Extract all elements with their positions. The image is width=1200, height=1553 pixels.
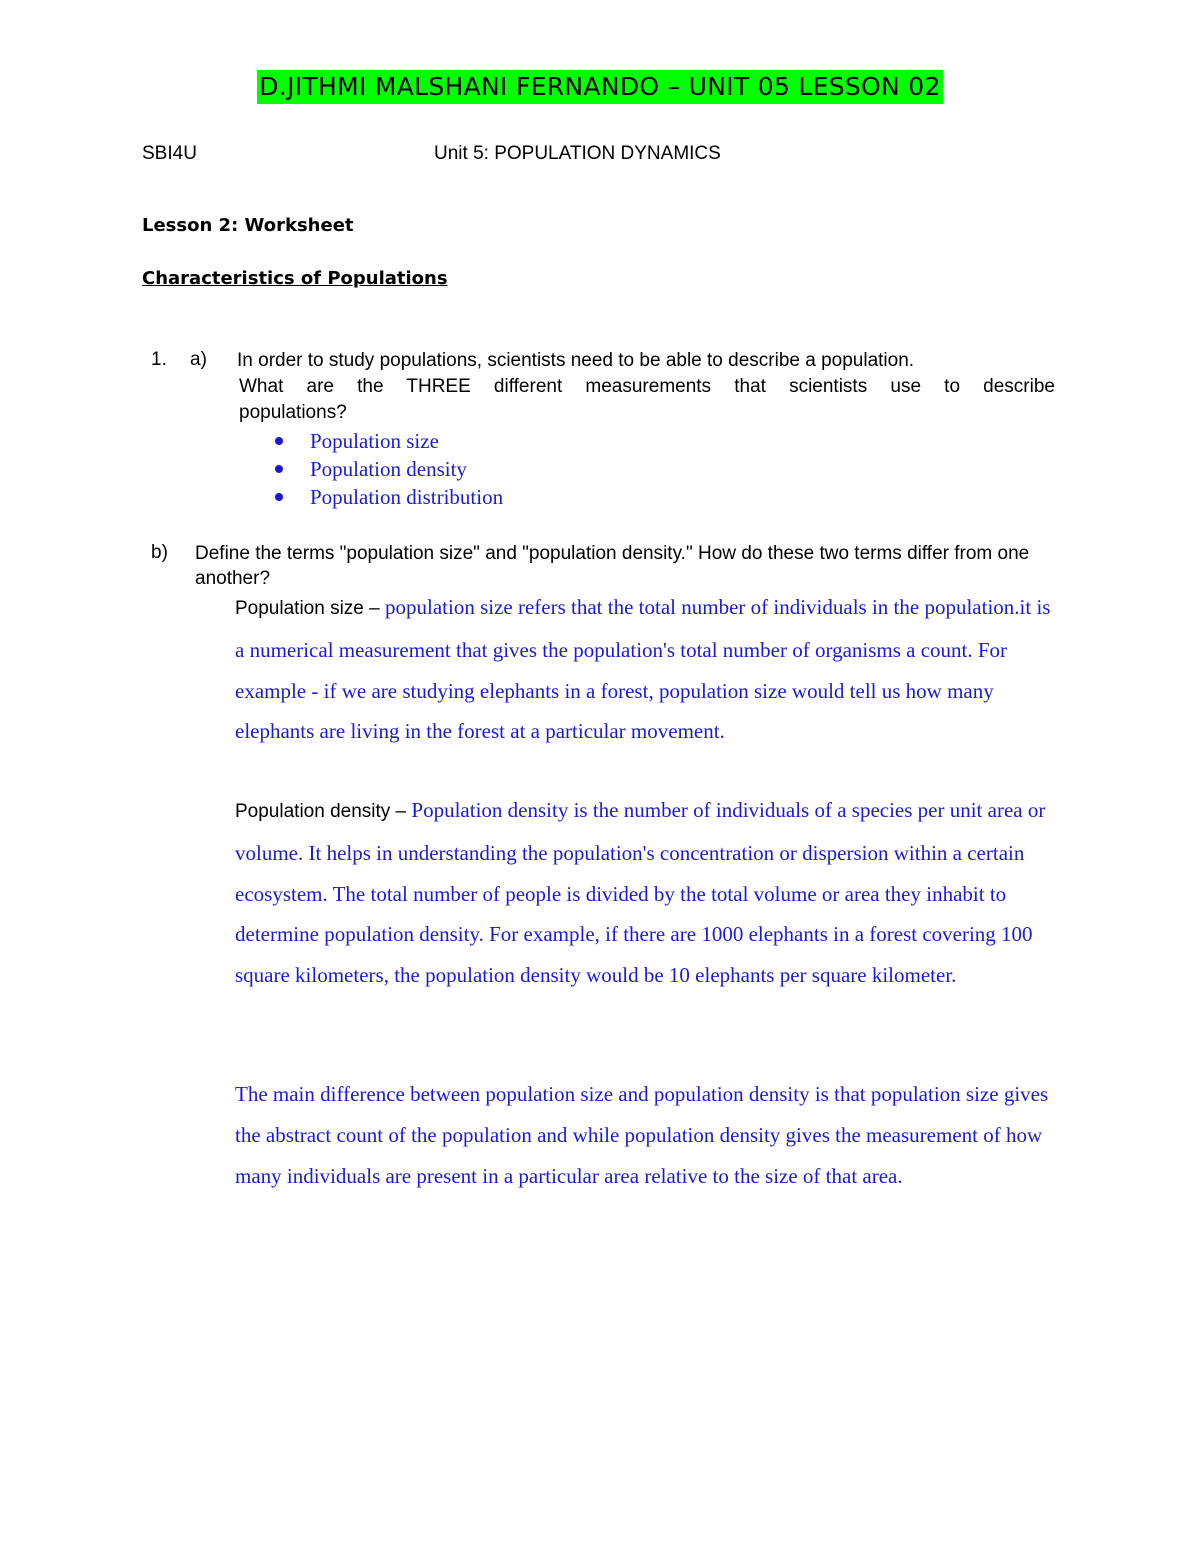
part-b-label: b) [151, 542, 168, 563]
population-density-label: Population density – [235, 801, 412, 822]
bullet-icon [275, 493, 283, 501]
part-a-line-1: In order to study populations, scientists need to be able to describe a population. [237, 350, 915, 371]
population-size-label: Population size – [235, 598, 385, 619]
list-item-text: Population size [310, 429, 439, 453]
list-item [272, 483, 503, 511]
part-a-line-3: populations? [239, 402, 347, 423]
bullet-icon [275, 465, 283, 473]
header [0, 70, 1200, 104]
part-a-question [237, 348, 1055, 426]
course-code: SBI4U [142, 143, 197, 164]
lesson-title: Lesson 2: Worksheet [142, 215, 354, 236]
page-title: D.JITHMI MALSHANI FERNANDO – UNIT 05 LESSON 02 [257, 70, 942, 104]
list-item [272, 427, 503, 455]
part-a-answer-list [272, 427, 503, 511]
list-item-text: Population density [310, 457, 467, 481]
bullet-icon [275, 437, 283, 445]
difference-answer: The main difference between population size and population density is that population size gives the abstract count of the population and while population density gives the measurement of how many individuals are present in a particular area relative to the size of that area. [235, 1082, 1049, 1188]
population-size-text: population size refers that the total number of individuals in the population.it is a numerical measurement that gives the population's total number of organisms a count. For example - if we are studying elephants in a forest, population size would tell us how many elephants are living in the forest at a particular movement. [235, 595, 1051, 744]
part-b-question: Define the terms "population size" and "population density." How do these two terms differ from one another? [195, 543, 1030, 589]
list-item [272, 455, 503, 483]
list-item-text: Population distribution [310, 485, 504, 509]
part-a-label: a) [190, 349, 207, 370]
population-density-text: Population density is the number of individuals of a species per unit area or volume. It helps in understanding the population's concentration or dispersion within a certain ecosystem. The total number of people is divided by the total volume or area they inhabit to determine population density. For example, if there are 1000 elephants in a forest covering 100 square kilometers, the population density would be 10 elephants per square kilometer. [235, 798, 1046, 988]
unit-title: Unit 5: POPULATION DYNAMICS [434, 143, 721, 164]
question-number: 1. [151, 349, 167, 370]
section-title: Characteristics of Populations [142, 268, 448, 289]
part-a-line-2: What are the THREE different measurements that scientists use to describe [239, 376, 1055, 397]
population-size-answer [235, 587, 1065, 752]
population-density-answer [235, 790, 1065, 996]
